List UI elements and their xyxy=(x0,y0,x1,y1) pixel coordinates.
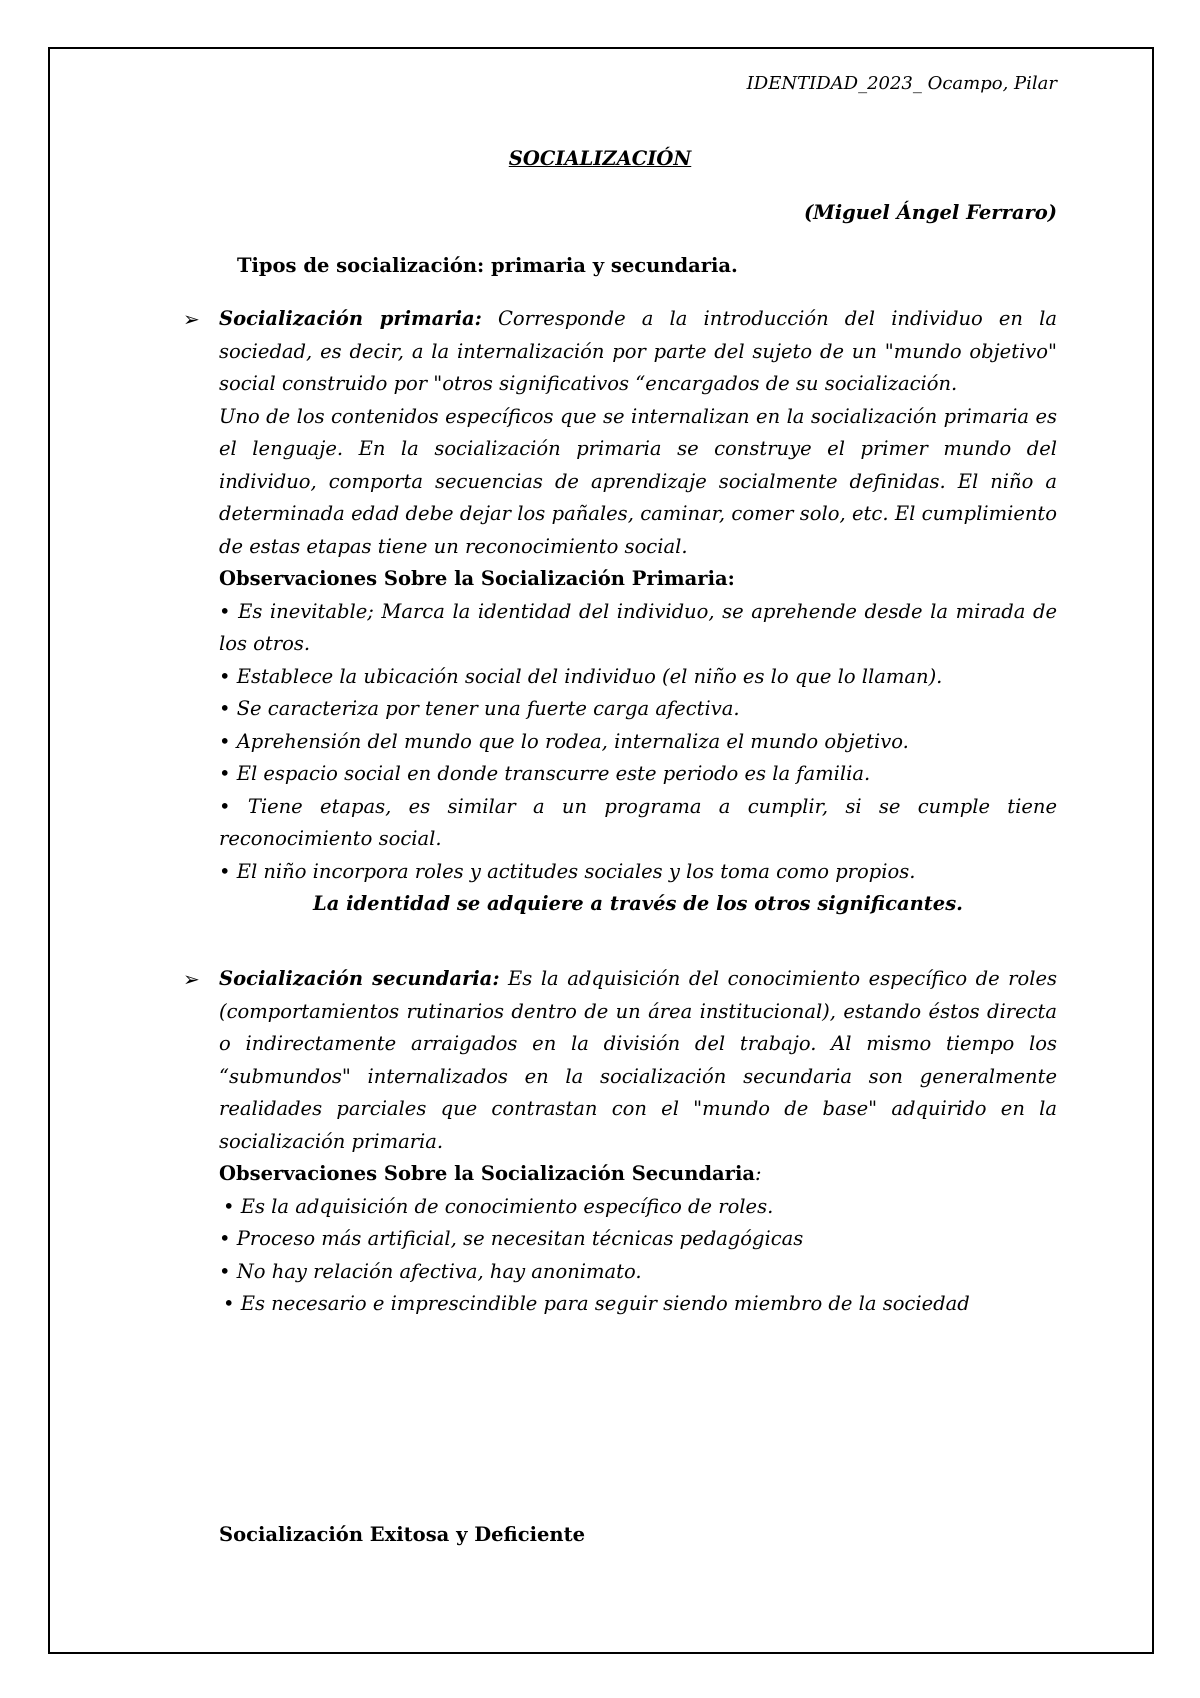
primary-bullet: • El niño incorpora roles y actitudes sociales y los toma como propios. xyxy=(219,856,1057,889)
secondary-section xyxy=(183,963,1057,1321)
primary-text2: Uno de los contenidos específicos que se internalizan en la socialización primaria es el lenguaje. En la socialización primaria se construye el primer mundo del individuo, comporta secuencias de aprendizaje socialmente definidas. El niño a determinada edad debe dejar los pañales, caminar, comer solo, etc. El cumplimiento de estas etapas tiene un reconocimiento social. xyxy=(219,404,1057,558)
footer-heading: Socialización Exitosa y Deficiente xyxy=(219,1523,585,1546)
secondary-observations-heading: Observaciones Sobre la Socialización Secundaria xyxy=(219,1162,755,1185)
primary-text1: Corresponde a la introducción del individuo en la sociedad, es decir, a la internalización por parte del sujeto de un "mundo objetivo" social construido por "otros significativos “encargados de su socialización. xyxy=(219,307,1057,395)
arrow-bullet-icon: ➢ xyxy=(183,967,200,991)
secondary-intro xyxy=(219,963,1057,1158)
primary-section xyxy=(183,303,1058,921)
document-title: SOCIALIZACIÓN xyxy=(508,147,692,170)
primary-conclusion: La identidad se adquiere a través de los otros significantes. xyxy=(313,892,963,915)
author-line: (Miguel Ángel Ferraro) xyxy=(803,201,1057,224)
primary-bullet: • Tiene etapas, es similar a un programa a cumplir, si se cumple tiene reconocimiento social. xyxy=(219,791,1057,856)
primary-lead: Socialización primaria: xyxy=(219,307,482,330)
secondary-lead: Socialización secundaria: xyxy=(219,967,500,990)
primary-bullet: • Establece la ubicación social del individuo (el niño es lo que lo llaman). xyxy=(219,661,1057,694)
secondary-observations-colon: : xyxy=(755,1162,762,1185)
primary-bullet: • Se caracteriza por tener una fuerte carga afectiva. xyxy=(219,693,1057,726)
primary-bullet: • El espacio social en donde transcurre este periodo es la familia. xyxy=(219,758,1057,791)
primary-bullet: • Es inevitable; Marca la identidad del individuo, se aprehende desde la mirada de los otros. xyxy=(219,596,1057,661)
primary-intro xyxy=(219,303,1057,401)
secondary-observations-line xyxy=(219,1158,1057,1191)
secondary-bullet: • Es la adquisición de conocimiento específico de roles. xyxy=(219,1191,1057,1224)
document-header: IDENTIDAD_2023_ Ocampo, Pilar xyxy=(746,73,1057,94)
secondary-text1: Es la adquisición del conocimiento específico de roles (comportamientos rutinarios dentro de un área institucional), estando éstos directa o indirectamente arraigados en la división del trabajo. Al mismo tiempo los “submundos" internalizados en la socialización secundaria son generalmente realidades parciales que contrastan con el "mundo de base" adquirido en la socialización primaria. xyxy=(219,967,1057,1153)
types-heading: Tipos de socialización: primaria y secundaria. xyxy=(237,254,738,277)
primary-observations-heading: Observaciones Sobre la Socialización Primaria: xyxy=(219,567,735,590)
secondary-bullet: • Proceso más artificial, se necesitan técnicas pedagógicas xyxy=(219,1223,1057,1256)
primary-bullet: • Aprehensión del mundo que lo rodea, internaliza el mundo objetivo. xyxy=(219,726,1057,759)
secondary-bullet: • Es necesario e imprescindible para seguir siendo miembro de la sociedad xyxy=(219,1288,1057,1321)
arrow-bullet-icon: ➢ xyxy=(183,307,200,331)
secondary-bullet: • No hay relación afectiva, hay anonimato. xyxy=(219,1256,1057,1289)
